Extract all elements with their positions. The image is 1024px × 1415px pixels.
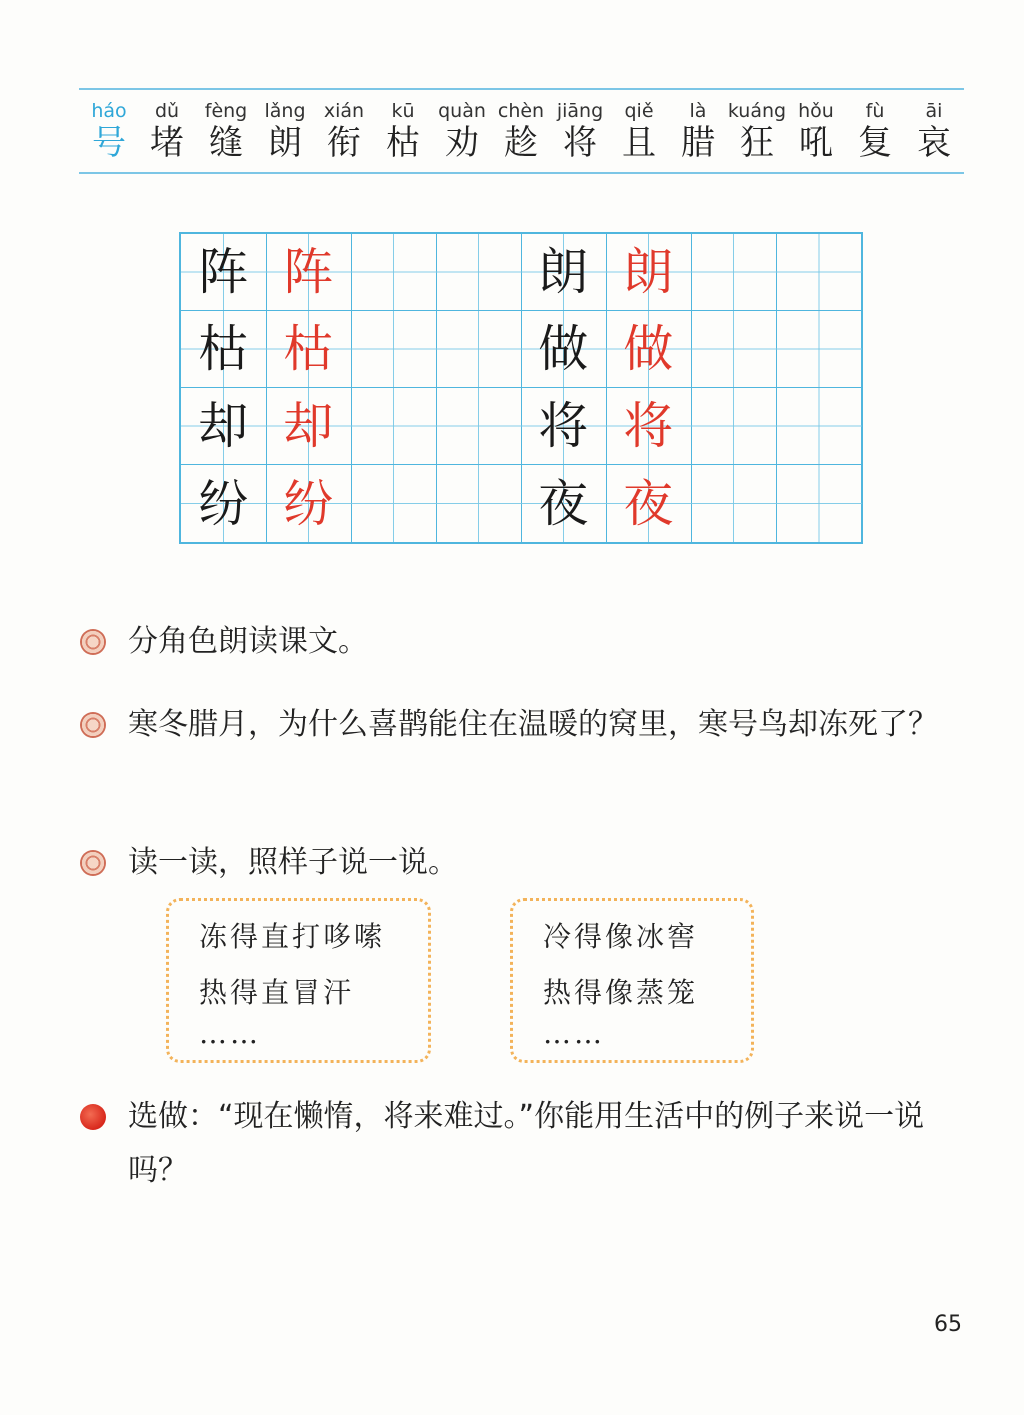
example-box-2 bbox=[510, 898, 754, 1063]
question-4-optional bbox=[80, 1090, 980, 1200]
pinyin: qiě bbox=[624, 100, 654, 122]
vocab-item bbox=[491, 100, 551, 164]
grid-cell bbox=[436, 388, 522, 465]
grid-cell bbox=[266, 465, 352, 542]
pinyin: quàn bbox=[438, 100, 486, 122]
vocab-item bbox=[314, 100, 374, 164]
vocab-item bbox=[668, 100, 728, 164]
hanzi: 腊 bbox=[681, 123, 715, 163]
trace-character: 纷 bbox=[283, 474, 334, 533]
grid-cell bbox=[606, 311, 692, 388]
grid-cell bbox=[266, 234, 352, 311]
vocab-item bbox=[196, 100, 256, 164]
vocab-item bbox=[255, 100, 315, 164]
hanzi: 枯 bbox=[386, 123, 420, 163]
hanzi: 吼 bbox=[799, 123, 833, 163]
trace-character: 夜 bbox=[623, 474, 674, 533]
model-character: 却 bbox=[198, 397, 249, 455]
grid-cell bbox=[351, 465, 437, 542]
pinyin: chèn bbox=[497, 100, 545, 122]
grid-cell bbox=[521, 234, 607, 311]
grid-cell bbox=[521, 311, 607, 388]
trace-character: 做 bbox=[623, 320, 674, 378]
grid-cell bbox=[691, 388, 777, 465]
pinyin: fù bbox=[865, 100, 885, 122]
trace-character: 枯 bbox=[283, 320, 334, 378]
grid-cell bbox=[351, 388, 437, 465]
seal-icon bbox=[80, 850, 106, 876]
grid-cell bbox=[436, 311, 522, 388]
example-box-1 bbox=[166, 898, 431, 1063]
hanzi: 且 bbox=[622, 123, 656, 163]
writing-grid bbox=[179, 232, 863, 544]
vocab-item bbox=[904, 100, 964, 164]
hanzi: 衔 bbox=[327, 123, 361, 163]
trace-character: 阵 bbox=[283, 243, 334, 301]
model-character: 将 bbox=[538, 397, 589, 455]
vocabulary-band bbox=[79, 88, 964, 174]
grid-cell bbox=[521, 388, 607, 465]
grid-cell bbox=[776, 234, 862, 311]
pinyin: dǔ bbox=[154, 100, 180, 122]
grid-cell bbox=[606, 388, 692, 465]
pinyin: xián bbox=[323, 100, 365, 122]
trace-character: 却 bbox=[283, 397, 334, 455]
grid-cell bbox=[351, 311, 437, 388]
pinyin: kū bbox=[391, 100, 415, 122]
pinyin: kuáng bbox=[727, 100, 787, 122]
hanzi: 狂 bbox=[740, 123, 774, 163]
pinyin: là bbox=[689, 100, 707, 122]
example-line: 热得直冒汗 bbox=[199, 976, 355, 1009]
pinyin: jiāng bbox=[556, 100, 604, 122]
vocab-item bbox=[137, 100, 197, 164]
trace-character: 将 bbox=[623, 397, 674, 455]
vocab-item bbox=[609, 100, 669, 164]
vocab-item bbox=[727, 100, 787, 164]
pinyin: fèng bbox=[204, 100, 248, 122]
grid-cell bbox=[181, 465, 267, 542]
pinyin: hǒu bbox=[798, 100, 834, 122]
grid-cell bbox=[266, 388, 352, 465]
example-ellipsis: …… bbox=[199, 1017, 261, 1050]
hanzi: 趁 bbox=[504, 123, 538, 163]
question-text: 读一读，照样子说一说。 bbox=[128, 845, 458, 880]
question-1 bbox=[80, 615, 980, 669]
question-2 bbox=[80, 698, 980, 808]
pinyin: āi bbox=[925, 100, 943, 122]
grid-cell bbox=[691, 311, 777, 388]
model-character: 做 bbox=[538, 320, 589, 378]
question-3 bbox=[80, 836, 980, 890]
grid-cell bbox=[181, 388, 267, 465]
model-character: 阵 bbox=[198, 243, 249, 301]
hanzi: 将 bbox=[563, 123, 597, 163]
trace-character: 朗 bbox=[623, 243, 674, 301]
model-character: 纷 bbox=[198, 474, 249, 533]
seal-icon bbox=[80, 629, 106, 655]
grid-cell bbox=[521, 465, 607, 542]
hanzi: 朗 bbox=[268, 123, 302, 163]
grid-cell bbox=[351, 234, 437, 311]
example-ellipsis: …… bbox=[543, 1017, 605, 1050]
hanzi: 堵 bbox=[150, 123, 184, 163]
seal-icon bbox=[80, 712, 106, 738]
red-seal-icon bbox=[80, 1104, 106, 1130]
pinyin: háo bbox=[91, 100, 127, 122]
example-line: 热得像蒸笼 bbox=[543, 976, 699, 1009]
vocab-item bbox=[79, 100, 139, 164]
grid-cell bbox=[436, 465, 522, 542]
grid-cell bbox=[606, 465, 692, 542]
model-character: 枯 bbox=[198, 320, 249, 378]
example-line: 冷得像冰窖 bbox=[543, 920, 699, 953]
grid-cell bbox=[266, 311, 352, 388]
hanzi: 劝 bbox=[445, 123, 479, 163]
grid-cell bbox=[776, 465, 862, 542]
grid-cell bbox=[606, 234, 692, 311]
vocab-item bbox=[432, 100, 492, 164]
hanzi: 缝 bbox=[209, 123, 243, 163]
example-line: 冻得直打哆嗦 bbox=[199, 920, 386, 953]
grid-cell bbox=[776, 388, 862, 465]
vocab-item bbox=[786, 100, 846, 164]
vocab-item bbox=[845, 100, 905, 164]
page-number: 65 bbox=[934, 1312, 962, 1337]
model-character: 夜 bbox=[538, 474, 589, 533]
grid-cell bbox=[776, 311, 862, 388]
grid-cell bbox=[691, 465, 777, 542]
hanzi: 复 bbox=[858, 123, 892, 163]
vocab-item bbox=[550, 100, 610, 164]
question-text: 选做：“现在懒惰，将来难过。”你能用生活中的例子来说一说吗？ bbox=[128, 1099, 925, 1188]
model-character: 朗 bbox=[538, 243, 589, 301]
question-text: 分角色朗读课文。 bbox=[128, 624, 368, 659]
pinyin: lǎng bbox=[264, 100, 306, 122]
grid-cell bbox=[181, 234, 267, 311]
hanzi: 号 bbox=[92, 123, 126, 163]
vocab-item bbox=[373, 100, 433, 164]
grid-cell bbox=[436, 234, 522, 311]
hanzi: 哀 bbox=[917, 123, 951, 163]
question-text: 寒冬腊月，为什么喜鹊能住在温暖的窝里，寒号鸟却冻死了？ bbox=[128, 707, 938, 742]
grid-cell bbox=[691, 234, 777, 311]
grid-cell bbox=[181, 311, 267, 388]
